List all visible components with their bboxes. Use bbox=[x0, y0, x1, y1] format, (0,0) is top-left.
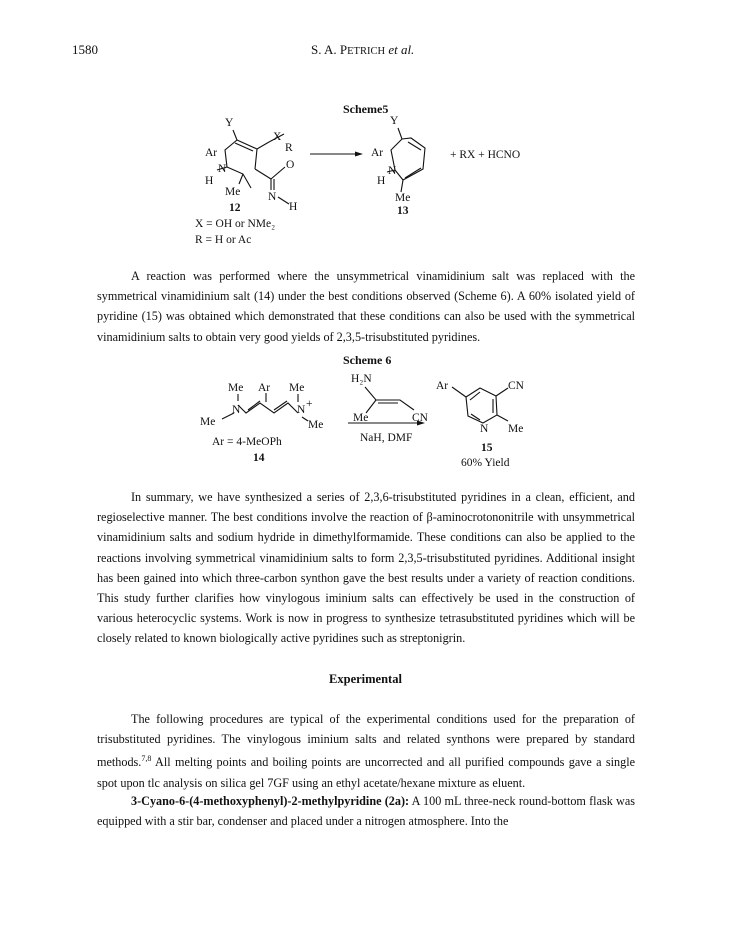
c13-number: 13 bbox=[397, 205, 409, 217]
c14-me2: Me bbox=[289, 382, 305, 394]
c14-ar: Ar bbox=[258, 382, 271, 394]
paragraph-vinamidinium: A reaction was performed where the unsymmetrical vinamidinium salt was replaced with the symmetrical vinamidinium salt (14) under the best conditions observed (Scheme 6). A 60% isolated yield of pyridine (15) was obtained which demonstrated that these conditions can also be used with the symmetrical vinamidinium salts to obtain very good yields of 2,3,5-trisubstituted pyridines. bbox=[97, 269, 635, 344]
c14-me4: Me bbox=[308, 419, 324, 431]
c12-n2: N bbox=[268, 191, 277, 203]
c12-r: R bbox=[285, 142, 293, 154]
running-title-author-smallcaps: ETRICH bbox=[347, 46, 386, 57]
c15-cn: CN bbox=[508, 380, 524, 392]
scheme5-title: Scheme5 bbox=[343, 102, 389, 116]
running-title-etal: et al. bbox=[388, 42, 415, 57]
page-number: 1580 bbox=[72, 42, 98, 57]
c13-y: Y bbox=[390, 115, 399, 127]
c14-plus: + bbox=[306, 398, 313, 410]
c12-ar: Ar bbox=[205, 147, 218, 159]
reagent-h2n: H₂N bbox=[351, 373, 372, 385]
c15-yield: 60% Yield bbox=[461, 457, 510, 469]
scheme5-byproducts: + RX + HCNO bbox=[450, 149, 521, 161]
c12-number: 12 bbox=[229, 202, 241, 214]
paragraph-summary: In summary, we have synthesized a series of 2,3,6-trisubstituted pyridines in a clean, efficient, and regioselective manner. The best conditions involve the reaction of β-aminocrotononitrile with unsymmetrical vinamidinium salts and sodium hydride in dimethylformamide. These conditions can also be applied to the reactions involving symmetrical vinamidinium salts to form 2,3,5-trisubstituted pyridines. Additional insight has been gained into which three-carbon synthon gave the best results under a variety of reaction conditions. This study further clarifies how vinylogous iminium salts can effectively be used in the construction of various heterocyclic systems. Work is now in progress to synthesize tetrasubstituted pyridines which will be closely related to known biologically active pyridines such as streptonigrin. bbox=[97, 490, 635, 646]
c13-n: N bbox=[388, 165, 397, 177]
c12-y: Y bbox=[225, 117, 234, 129]
c13-me: Me bbox=[395, 192, 411, 204]
scheme5-note-r: R = H or Ac bbox=[195, 234, 252, 246]
paragraph-experimental-end: All melting points and boiling points are uncorrected and all purified compounds gave a single spot upon tlc analysis on silica gel 7GF using an ethyl acetate/hexane mixture as eluent. bbox=[97, 755, 635, 790]
scheme6-title: Scheme 6 bbox=[343, 353, 392, 367]
paragraph-experimental bbox=[97, 709, 635, 793]
c14-number: 14 bbox=[253, 452, 265, 464]
reagent-me: Me bbox=[353, 412, 369, 424]
c12-o: O bbox=[286, 159, 295, 171]
c14-me3: Me bbox=[200, 416, 216, 428]
c13-h: H bbox=[377, 175, 386, 187]
c15-number: 15 bbox=[481, 442, 493, 454]
compound-2a-title: 3-Cyano-6-(4-methoxyphenyl)-2-methylpyridine (2a): bbox=[131, 794, 410, 808]
experimental-heading: Experimental bbox=[329, 672, 402, 686]
reagent-cn: CN bbox=[412, 412, 428, 424]
procedure-2a-text: A 100 mL three-neck round-bottom flask was equipped with a stir bar, condenser and placed under a nitrogen atmosphere. Into the bbox=[97, 794, 635, 829]
scheme5-diagram bbox=[185, 112, 605, 222]
running-title bbox=[311, 42, 414, 58]
paragraph-procedure-2a bbox=[97, 791, 635, 831]
c15-ar: Ar bbox=[436, 380, 449, 392]
running-title-author: S. A. P bbox=[311, 42, 348, 57]
c14-me1: Me bbox=[228, 382, 244, 394]
c15-me: Me bbox=[508, 423, 524, 435]
c12-me: Me bbox=[225, 186, 241, 198]
c14-n2: N bbox=[297, 404, 306, 416]
c14-ar-def: Ar = 4-MeOPh bbox=[212, 436, 282, 448]
c13-ar: Ar bbox=[371, 147, 384, 159]
c12-x: X bbox=[273, 131, 282, 143]
c12-n: N bbox=[218, 163, 227, 175]
scheme6-diagram bbox=[190, 365, 550, 475]
c14-n1: N bbox=[232, 404, 241, 416]
reference-superscript: 7,8 bbox=[141, 754, 152, 764]
scheme5-note-x: X = OH or NMe₂ bbox=[195, 218, 276, 230]
c15-n: N bbox=[480, 423, 489, 435]
c12-h2: H bbox=[289, 201, 298, 213]
c12-h: H bbox=[205, 175, 214, 187]
paragraph-experimental-start: The following procedures are typical of the experimental conditions used for the preparation of trisubstituted pyridines. The vinylogous iminium salts and related synthons were prepared by standard methods. bbox=[97, 712, 635, 770]
reagent-conditions: NaH, DMF bbox=[360, 432, 413, 444]
